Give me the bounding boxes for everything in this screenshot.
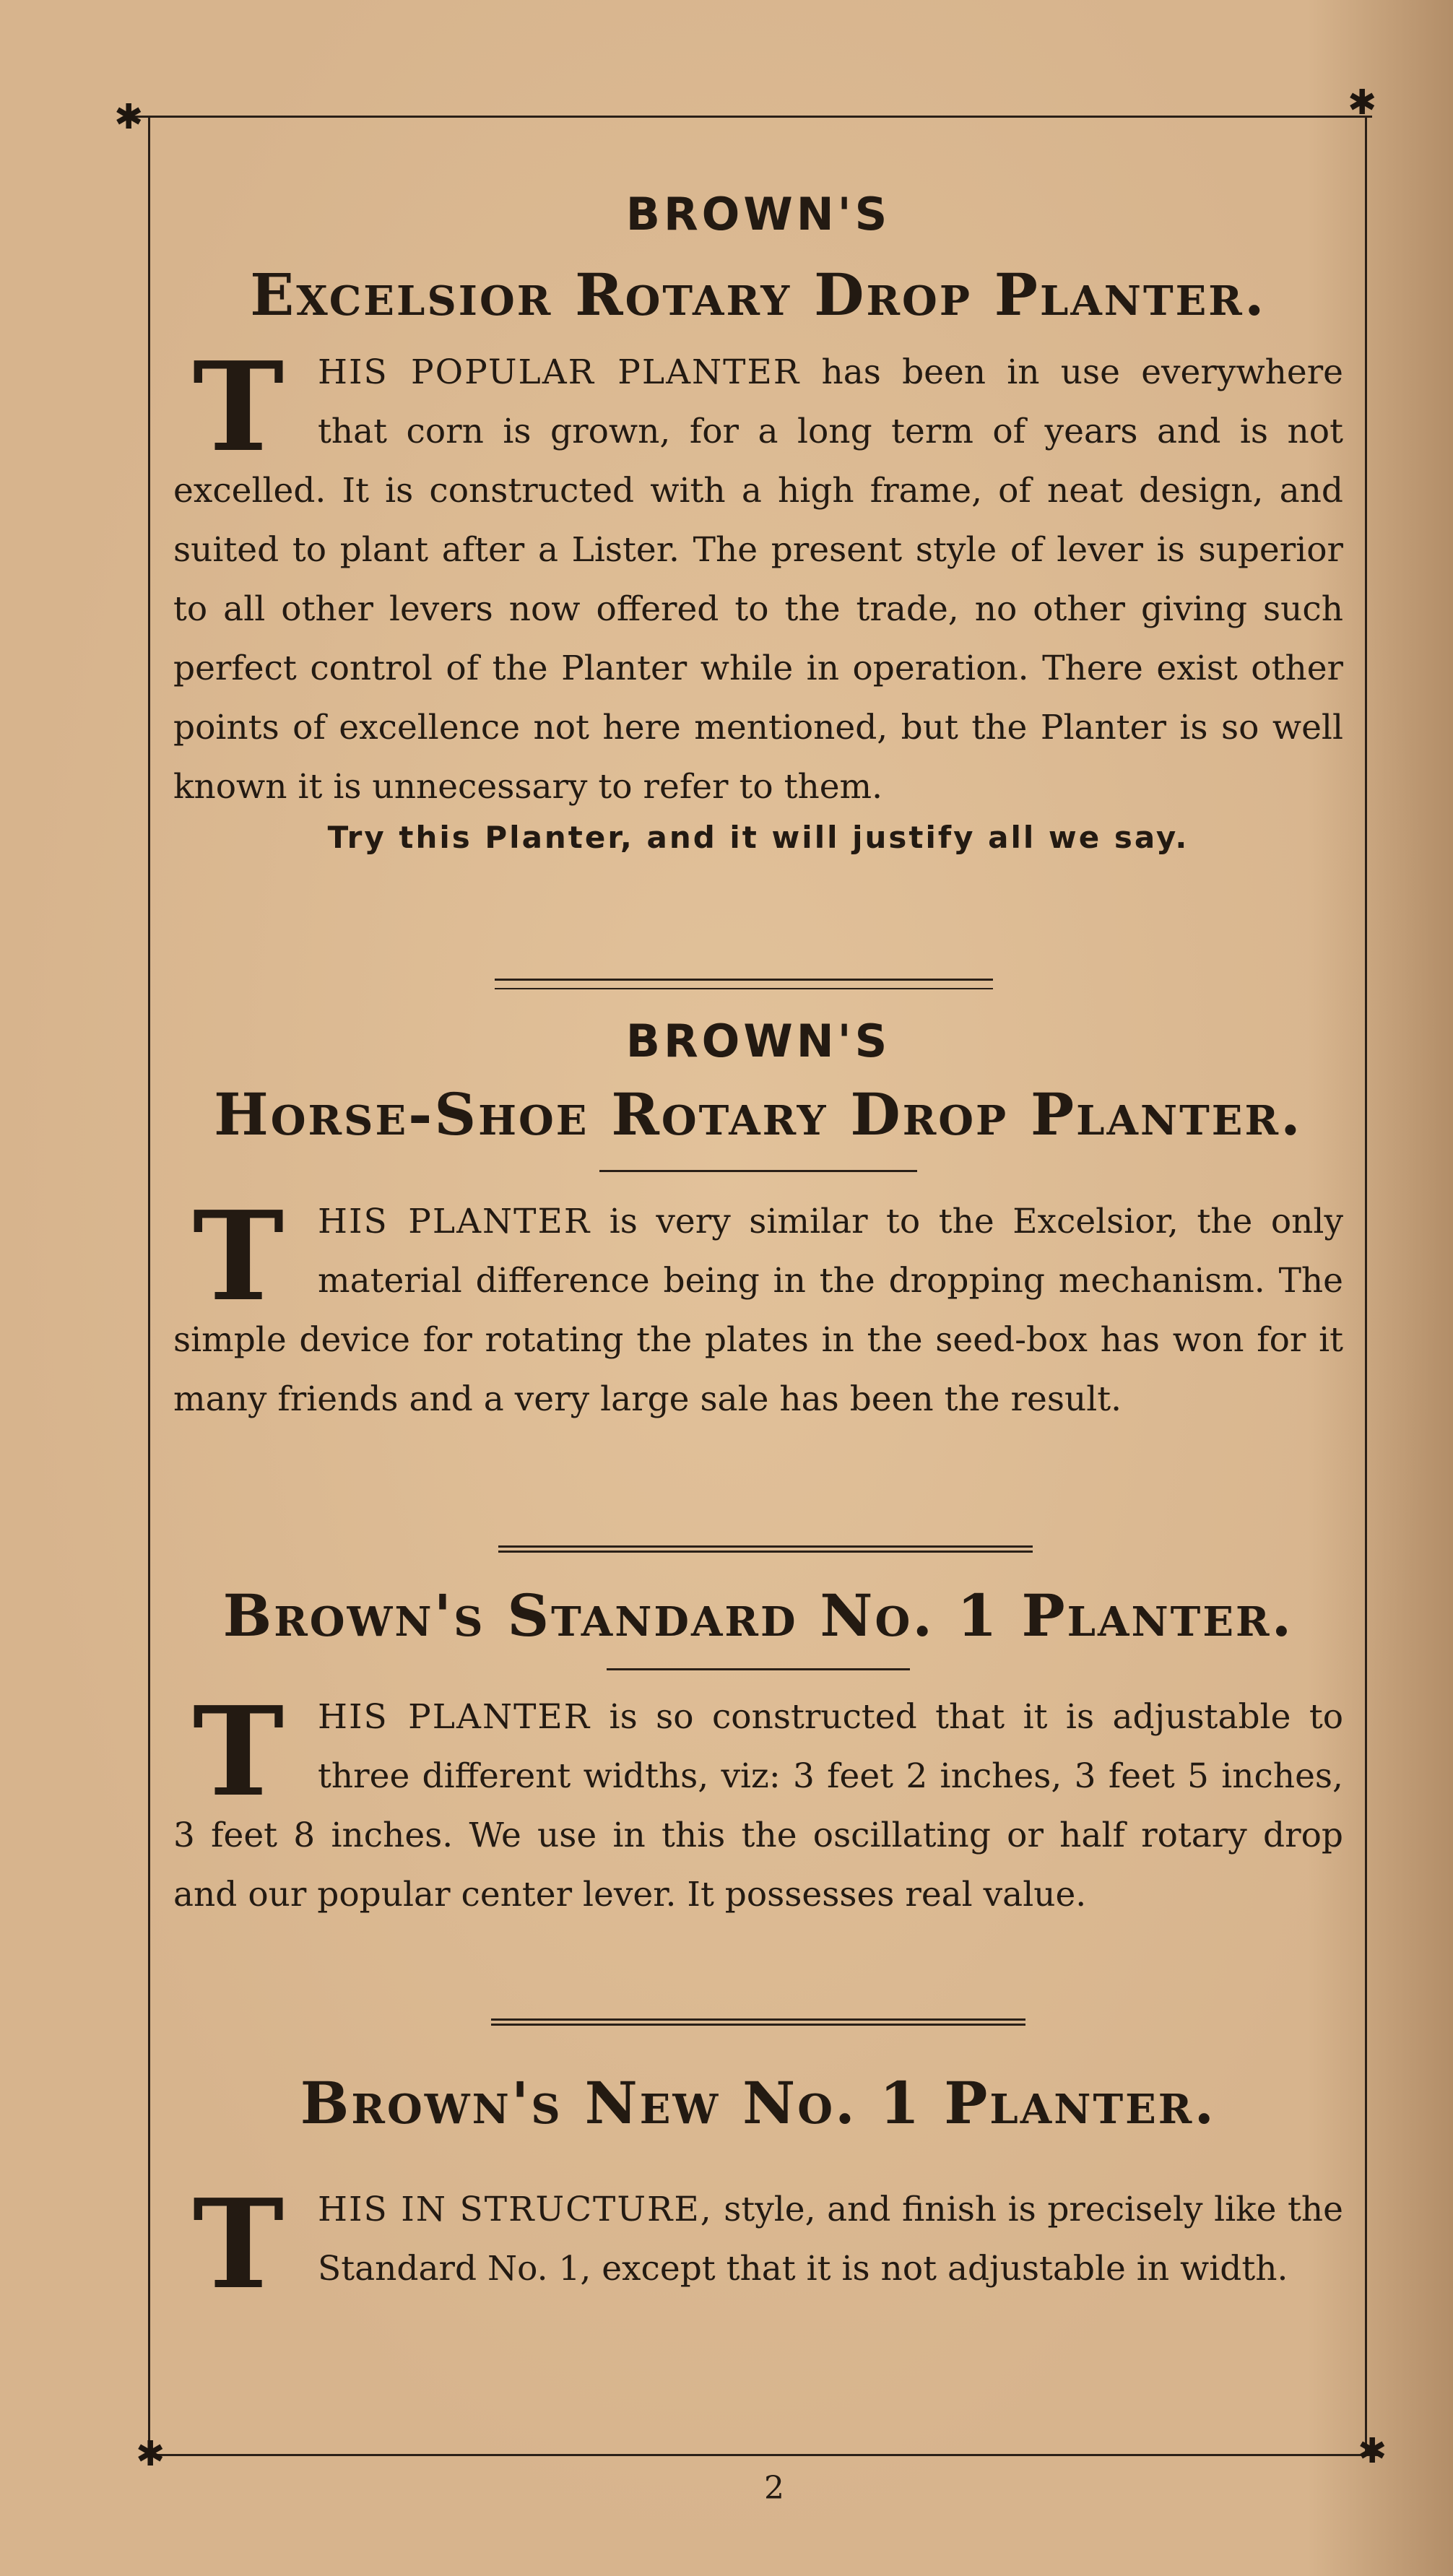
section-divider	[498, 1545, 1033, 1553]
corner-ornament-icon: ✱	[136, 2434, 165, 2474]
paragraph-body: style, and finish is precisely like the Standard No. 1, except that it is not adjustable in width.	[318, 2190, 1343, 2289]
lead-in: HIS PLANTER	[318, 1202, 591, 1241]
paragraph-body: has been in use everywhere that corn is grown, for a long term of years and is not excelled. It is constructed with a high frame, of neat design, and suited to plant after a Lister. The present style of lever is superior to all other levers now offered to the trade, no other giving such perfect control of the Planter while in operation. There exist other points of excellence not here mentioned, but the Planter is so well known it is unnecessary to refer to them.	[173, 352, 1343, 807]
heading-underline	[599, 1170, 917, 1172]
section-standard	[173, 1582, 1343, 1925]
section-paragraph	[173, 335, 1343, 817]
drop-cap: T	[192, 2172, 285, 2317]
section-paragraph	[173, 1680, 1343, 1925]
frame-bottom-rule	[152, 2454, 1379, 2456]
section-heading: Horse-Shoe Rotary Drop Planter.	[214, 1080, 1303, 1148]
section-excelsior	[173, 188, 1343, 855]
lead-in: HIS POPULAR PLANTER	[318, 352, 801, 392]
frame-left-rule	[148, 116, 150, 2455]
lead-in: HIS IN STRUCTURE,	[318, 2190, 713, 2229]
section-paragraph	[173, 1184, 1343, 1429]
section-horseshoe	[173, 1015, 1343, 1429]
section-tagline: Try this Planter, and it will justify all we say.	[327, 820, 1189, 855]
drop-cap: T	[192, 1680, 285, 1824]
section-pre-heading: BROWN'S	[625, 1015, 891, 1067]
section-pre-heading: BROWN'S	[625, 188, 891, 240]
section-new-no1	[173, 2069, 1343, 2317]
frame-top-rule	[130, 116, 1372, 118]
lead-in: HIS PLANTER	[318, 1697, 591, 1737]
section-heading: Excelsior Rotary Drop Planter.	[250, 261, 1267, 329]
corner-ornament-icon: ✱	[1358, 2431, 1387, 2471]
page-number: 2	[764, 2470, 784, 2507]
drop-cap: T	[192, 1184, 285, 1329]
paragraph-body: is very similar to the Excelsior, the only material difference being in the dropping mechanism. The simple device for rotating the plates in the seed-box has won for it many friends and a very large sale has been the result.	[173, 1202, 1343, 1419]
corner-ornament-icon: ✱	[114, 97, 144, 137]
section-heading: Brown's New No. 1 Planter.	[300, 2069, 1217, 2137]
paragraph-body: is so constructed that it is adjustable to three different widths, viz: 3 feet 2 inches, 3 feet 5 inches, 3 feet 8 inches. We use in this the oscillating or half rotary drop and our popular center lever. It possesses real value.	[173, 1697, 1343, 1914]
heading-underline	[607, 1668, 910, 1670]
section-heading: Brown's Standard No. 1 Planter.	[222, 1582, 1294, 1649]
section-paragraph	[173, 2172, 1343, 2317]
section-divider	[495, 979, 993, 981]
section-divider	[495, 988, 993, 989]
drop-cap: T	[192, 335, 285, 480]
frame-right-rule	[1365, 116, 1367, 2455]
section-divider	[491, 2018, 1025, 2026]
corner-ornament-icon: ✱	[1348, 82, 1377, 123]
